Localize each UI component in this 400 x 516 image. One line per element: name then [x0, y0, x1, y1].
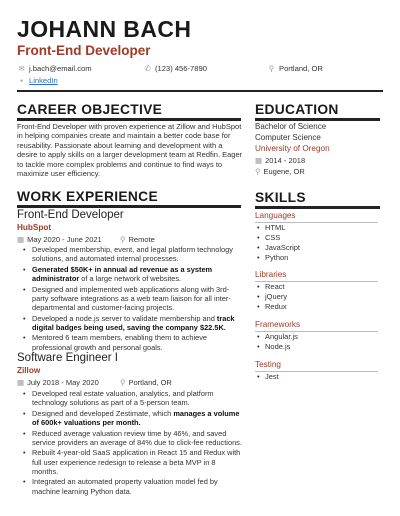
job-bullets: [21, 245, 243, 353]
list-item: • Jest: [255, 372, 279, 382]
skill-list-testing: [255, 372, 279, 382]
map-pin-icon: ⚲: [120, 235, 126, 244]
header-divider: [17, 90, 383, 92]
job-location: [120, 235, 155, 244]
skill-category-languages: Languages: [255, 211, 296, 220]
list-item: • React: [255, 282, 287, 292]
map-pin-icon: ⚲: [120, 378, 126, 387]
education-dates: [255, 156, 305, 165]
list-item: • CSS: [255, 233, 300, 243]
list-item: • Generated $50K+ in annual ad revenue as a system administrator of a large network of websites.: [21, 265, 243, 283]
candidate-title: Front-End Developer: [17, 43, 151, 58]
email-text: j.bach@email.com: [29, 64, 92, 73]
list-item: • Developed a node.js server to validate membership and track digital badges being used, saving the company $22.5K.: [21, 314, 243, 332]
linkedin-contact: [17, 76, 58, 86]
education-dates-text: 2014 - 2018: [265, 156, 306, 165]
degree-line2: Computer Science: [255, 133, 321, 142]
map-pin-icon: ⚲: [268, 64, 275, 73]
job-dates: [17, 378, 99, 387]
email-contact: [17, 64, 92, 74]
degree-line1: Bachelor of Science: [255, 122, 327, 131]
list-item: • Rebuilt 4-year-old SaaS application in React 15 and Redux with full user experience redesign to release a beta MVP in 8 months.: [21, 448, 243, 476]
list-item: • Python: [255, 253, 300, 263]
map-pin-icon: ⚲: [255, 167, 261, 176]
experience-divider: [17, 205, 241, 208]
education-location: [255, 167, 305, 176]
skill-category-libraries: Libraries: [255, 270, 287, 279]
job-location-text: Portland, OR: [128, 378, 172, 387]
education-location-text: Eugene, OR: [263, 167, 305, 176]
job-title: Front-End Developer: [17, 209, 124, 221]
location-contact: [267, 64, 323, 74]
list-item: • Redux: [255, 302, 287, 312]
job-title: Software Engineer I: [17, 352, 119, 364]
list-item: • Angular.js: [255, 332, 298, 342]
phone-icon: ✆: [144, 64, 151, 73]
phone-text: (123) 456-7890: [155, 64, 207, 73]
skill-list-frameworks: [255, 332, 298, 352]
education-divider: [255, 118, 380, 121]
linkedin-icon: ▪: [20, 76, 23, 85]
company-name: Zillow: [17, 366, 41, 375]
skills-divider: [255, 206, 380, 209]
list-item: • JavaScript: [255, 243, 300, 253]
skill-category-frameworks: Frameworks: [255, 320, 301, 329]
list-item: • Integrated an automated property valuation model fed by machine learning Python data.: [21, 477, 243, 495]
school-name: University of Oregon: [255, 144, 330, 153]
experience-heading: WORK EXPERIENCE: [17, 189, 158, 204]
job-location: [120, 378, 172, 387]
bullet-bold: track digital badges being used, saving the company $22.5K.: [32, 313, 235, 332]
skill-list-languages: [255, 223, 300, 263]
bullet-bold: manages a volume of 600k+ valuations per month.: [32, 408, 240, 427]
list-item: • Designed and implemented web applications along with 3rd-party software integrations as a web team liaison for all inter-departmental and customer-facing projects.: [21, 285, 243, 313]
objective-heading: CAREER OBJECTIVE: [17, 102, 163, 117]
calendar-icon: ▦: [255, 156, 263, 165]
job-location-text: Remote: [128, 235, 155, 244]
bullet-bold: Generated $50K+ in annual ad revenue as a system administrator: [32, 264, 213, 283]
list-item: • Reduced average valuation review time by 46%, and saved service providers an average of 84% due to click-fee reductions.: [21, 429, 243, 447]
skill-category-testing: Testing: [255, 360, 281, 369]
list-item: • Developed real estate valuation, analytics, and platform technology solutions as part of a 5-person team.: [21, 389, 243, 407]
skills-heading: SKILLS: [255, 190, 306, 205]
list-item: • jQuery: [255, 292, 287, 302]
linkedin-link[interactable]: LinkedIn: [29, 76, 58, 85]
job-dates-text: July 2018 - May 2020: [27, 378, 99, 387]
candidate-name: JOHANN BACH: [17, 16, 192, 42]
calendar-icon: ▦: [17, 235, 25, 244]
list-item: • Developed membership, event, and legal platform technology solutions, and automated internal processes.: [21, 245, 243, 263]
list-item: • Mentored 6 team members, enabling them to achieve professional growth and personal goals.: [21, 333, 243, 351]
education-heading: EDUCATION: [255, 102, 339, 117]
envelope-icon: ✉: [18, 64, 25, 73]
job-dates: [17, 235, 102, 244]
list-item: • HTML: [255, 223, 300, 233]
calendar-icon: ▦: [17, 378, 25, 387]
location-text: Portland, OR: [279, 64, 323, 73]
list-item: • Designed and developed Zestimate, which manages a volume of 600k+ valuations per month.: [21, 409, 243, 427]
phone-contact: [143, 64, 207, 74]
list-item: • Node.js: [255, 342, 298, 352]
skill-list-libraries: [255, 282, 287, 312]
company-name: HubSpot: [17, 223, 52, 232]
objective-divider: [17, 118, 241, 121]
job-bullets: [21, 389, 243, 497]
job-dates-text: May 2020 - June 2021: [27, 235, 102, 244]
objective-text: Front-End Developer with proven experience at Zillow and HubSpot in helping companies create and maintain a better code base for reusability. Passionate about learning and development with a desire to apply skills on a larger development team at Redfin. Eager to tackle more complex problems and continue to find ways to maximize user efficiency.: [17, 122, 243, 179]
